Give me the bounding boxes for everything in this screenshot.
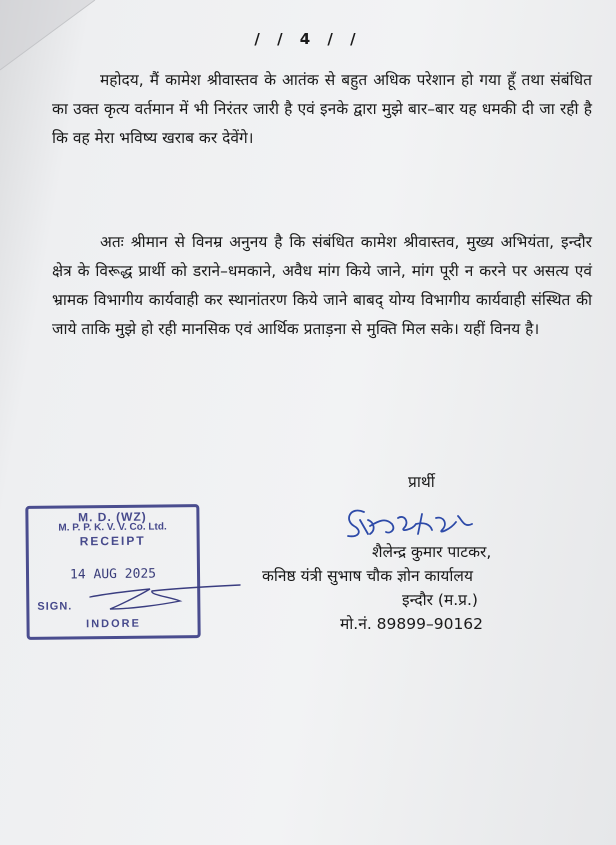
stamp-receipt: RECEIPT bbox=[79, 533, 146, 549]
signature-text: Skpatkar bbox=[340, 500, 345, 501]
stamp-place: INDORE bbox=[86, 617, 141, 631]
sender-city: इन्दौर (म.प्र.) bbox=[402, 591, 478, 609]
stamp-company: M. P. P. K. V. V. Co. Ltd. bbox=[58, 521, 167, 534]
stamp-sign-label: SIGN. bbox=[37, 600, 73, 613]
stamp-date: 14 AUG 2025 bbox=[69, 566, 157, 583]
sender-mobile: मो.नं. 89899–90162 bbox=[340, 615, 484, 633]
sender-designation: कनिष्ठ यंत्री सुभाष चौक ज्ञोन कार्यालय bbox=[262, 567, 473, 585]
paragraph-text: अतः श्रीमान से विनम्र अनुनय है कि संबंधित कामेश श्रीवास्तव, मुख्य अभियंता, इन्दौर क्षेत्र के विरूद्ध प्रार्थी को डराने–धमकाने, अवैध मांग किये जाने, मांग पूरी न करने पर असत्य एवं भ्रामक विभागीय कार्यवाही कर स्थानांतरण किये जाने बाबद् योग्य विभागीय कार्यवाही संस्थित की जाये ताकि मुझे हो रही मानसिक एवं आर्थिक प्रताड़ना से मुक्ति मिल सके। यहीं विनय है। bbox=[52, 233, 592, 338]
page-number: / / 4 / / bbox=[254, 30, 362, 48]
paragraph-2 bbox=[52, 228, 592, 344]
sender-name: शैलेन्द्र कुमार पाटकर, bbox=[372, 543, 492, 561]
paragraph-text: महोदय, मैं कामेश श्रीवास्तव के आतंक से बहुत अधिक परेशान हो गया हूँ तथा संबंधित का उक्त कृत्य वर्तमान में भी निरंतर जारी है एवं इनके द्वारा मुझे बार–बार यह धमकी दी जा रही है कि वह मेरा भविष्य खराब कर देवेंगे। bbox=[52, 71, 592, 147]
paragraph-1 bbox=[52, 66, 592, 153]
handwritten-signature bbox=[340, 500, 500, 545]
applicant-label: प्रार्थी bbox=[408, 473, 435, 491]
sender-block bbox=[262, 540, 592, 636]
stamp-office: M. D. (WZ) bbox=[78, 509, 147, 525]
stamp-signature-scribble bbox=[80, 565, 250, 620]
